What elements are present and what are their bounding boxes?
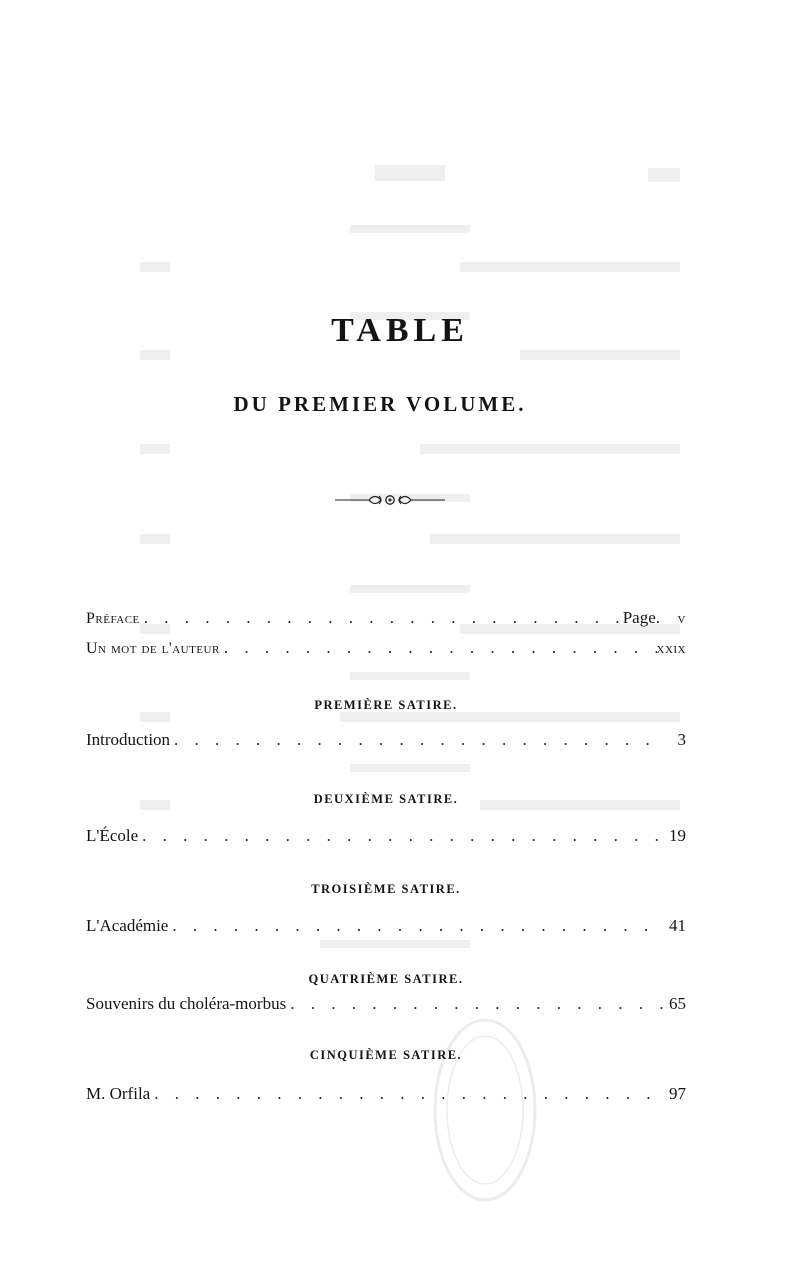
toc-entry-label: Un mot de l'auteur bbox=[86, 640, 220, 657]
toc-entry-page: 3 bbox=[677, 730, 686, 749]
section-heading-premiere-satire: PREMIÈRE SATIRE. bbox=[314, 698, 458, 712]
toc-entry-label: M. Orfila bbox=[86, 1084, 151, 1103]
toc-entry-preface bbox=[86, 608, 686, 634]
toc-entry-label: Préface bbox=[86, 610, 140, 627]
dot-leader bbox=[220, 638, 657, 658]
toc-entry-souvenirs-du-cholera-morbus bbox=[86, 994, 686, 1020]
section-heading-quatrieme-satire: QUATRIÈME SATIRE. bbox=[308, 972, 464, 986]
toc-entry-page: 41 bbox=[669, 916, 686, 935]
dot-leader bbox=[150, 1084, 664, 1104]
section-heading-cinquieme-satire: CINQUIÈME SATIRE. bbox=[309, 1048, 463, 1062]
toc-entry-label: Introduction bbox=[86, 730, 171, 749]
toc-entry-label: L'École bbox=[86, 826, 139, 845]
dot-leader bbox=[138, 826, 664, 846]
dot-leader bbox=[286, 994, 664, 1014]
page-column-label: Page. bbox=[622, 608, 660, 627]
toc-entry-page: 65 bbox=[669, 994, 686, 1013]
section-heading-troisieme-satire: TROISIÈME SATIRE. bbox=[311, 882, 461, 896]
section-heading-deuxieme-satire: DEUXIÈME SATIRE. bbox=[313, 792, 459, 806]
dot-leader bbox=[170, 730, 664, 750]
toc-entry-un-mot-de-l-auteur bbox=[86, 638, 686, 664]
toc-entry-m-orfila bbox=[86, 1084, 686, 1110]
toc-entry-label: Souvenirs du choléra-morbus bbox=[86, 994, 287, 1013]
toc-entry-l-academie bbox=[86, 916, 686, 942]
dot-leader bbox=[168, 916, 664, 936]
toc-entry-page: v bbox=[677, 610, 686, 627]
dot-leader bbox=[140, 608, 621, 628]
fleuron-ornament-icon bbox=[335, 490, 445, 510]
toc-entry-page: xxix bbox=[656, 640, 686, 657]
page-title: TABLE bbox=[331, 312, 469, 349]
toc-entry-introduction bbox=[86, 730, 686, 756]
toc-entry-label: L'Académie bbox=[86, 916, 169, 935]
toc-entry-l-ecole bbox=[86, 826, 686, 852]
page-subtitle: DU PREMIER VOLUME. bbox=[233, 392, 527, 416]
toc-entry-page: 97 bbox=[669, 1084, 686, 1103]
toc-entry-page: 19 bbox=[669, 826, 686, 845]
library-stamp-icon bbox=[430, 1015, 540, 1205]
